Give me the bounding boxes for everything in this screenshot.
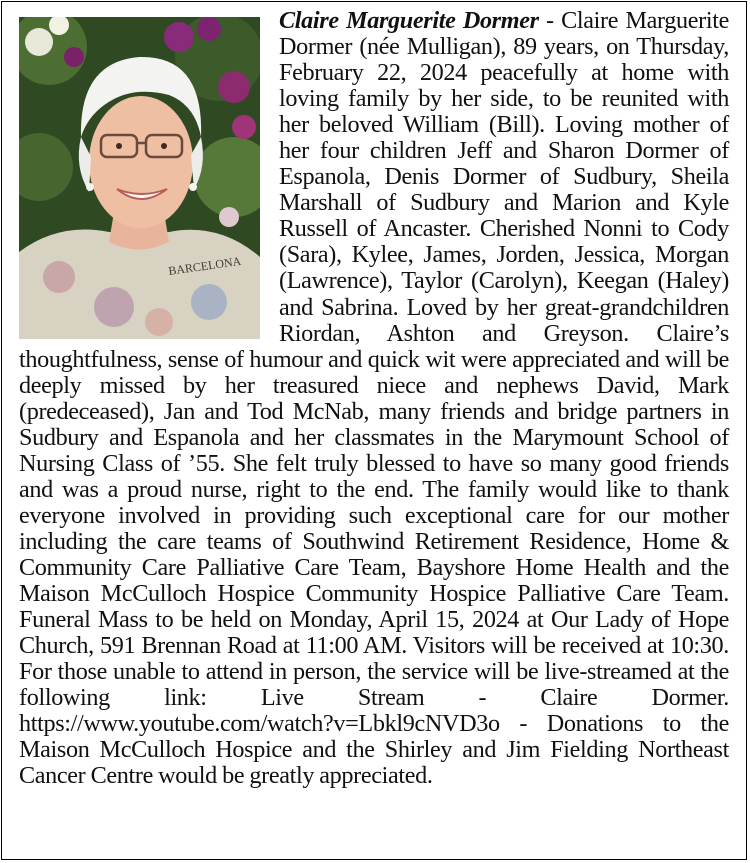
svg-text:BARCELONA: BARCELONA xyxy=(167,253,243,278)
obituary-body: Claire Marguerite Dormer (née Mulligan), 89 years, on Thursday, February 22, 2024 peacefully at home with loving family by her side, to be reunited with her beloved William (Bill). Loving mother of her four children Jeff and Sharon Dormer of Espanola, Denis Dormer of Sudbury, Sheila Marshall of Sudbury and Marion and Kyle Russell of Ancaster. Cherished Nonni to Cody (Sara), Kylee, James, Jorden, Jessica, Morgan (Lawrence), Taylor (Carolyn), Keegan (Haley) and Sabrina. Loved by her great-grandchildren Riordan, Ashton and Greyson. Claire’s thoughtfulness, sense of humour and quick wit were appreciated and will be deeply missed by her treasured niece and nephews David, Mark (predeceased), Jan and Tod McNab, many friends and bridge partners in Sudbury and Espanola and her classmates in the Marymount School of Nursing Class of ’55. She felt truly blessed to have so many good friends and was a proud nurse, right to the end. The family would like to thank everyone involved in providing such exceptional care for our mother including the care teams of Southwind Retirement Residence, Home & Community Care Palliative Care Team, Bayshore Home Health and the Maison McCulloch Hospice Community Hospice Palliative Care Team. Funeral Mass to be held on Monday, April 15, 2024 at Our Lady of Hope Church, 591 Brennan Road at 11:00 AM. Visitors will be received at 10:30. For those unable to attend in person, the service will be live-streamed at the following link: Live Stream - Claire Dormer. https://www.youtube.com/watch?v=Lbkl9cNVD3o - Donations to the Maison McCulloch Hospice and the Shirley and Jim Fielding Northeast Cancer Centre would be greatly appreciated. xyxy=(19,7,729,790)
obituary-text xyxy=(19,8,729,789)
name-separator: - xyxy=(538,7,562,34)
deceased-name: Claire Marguerite Dormer xyxy=(279,7,539,34)
photo-wrap-spacer xyxy=(19,8,260,339)
